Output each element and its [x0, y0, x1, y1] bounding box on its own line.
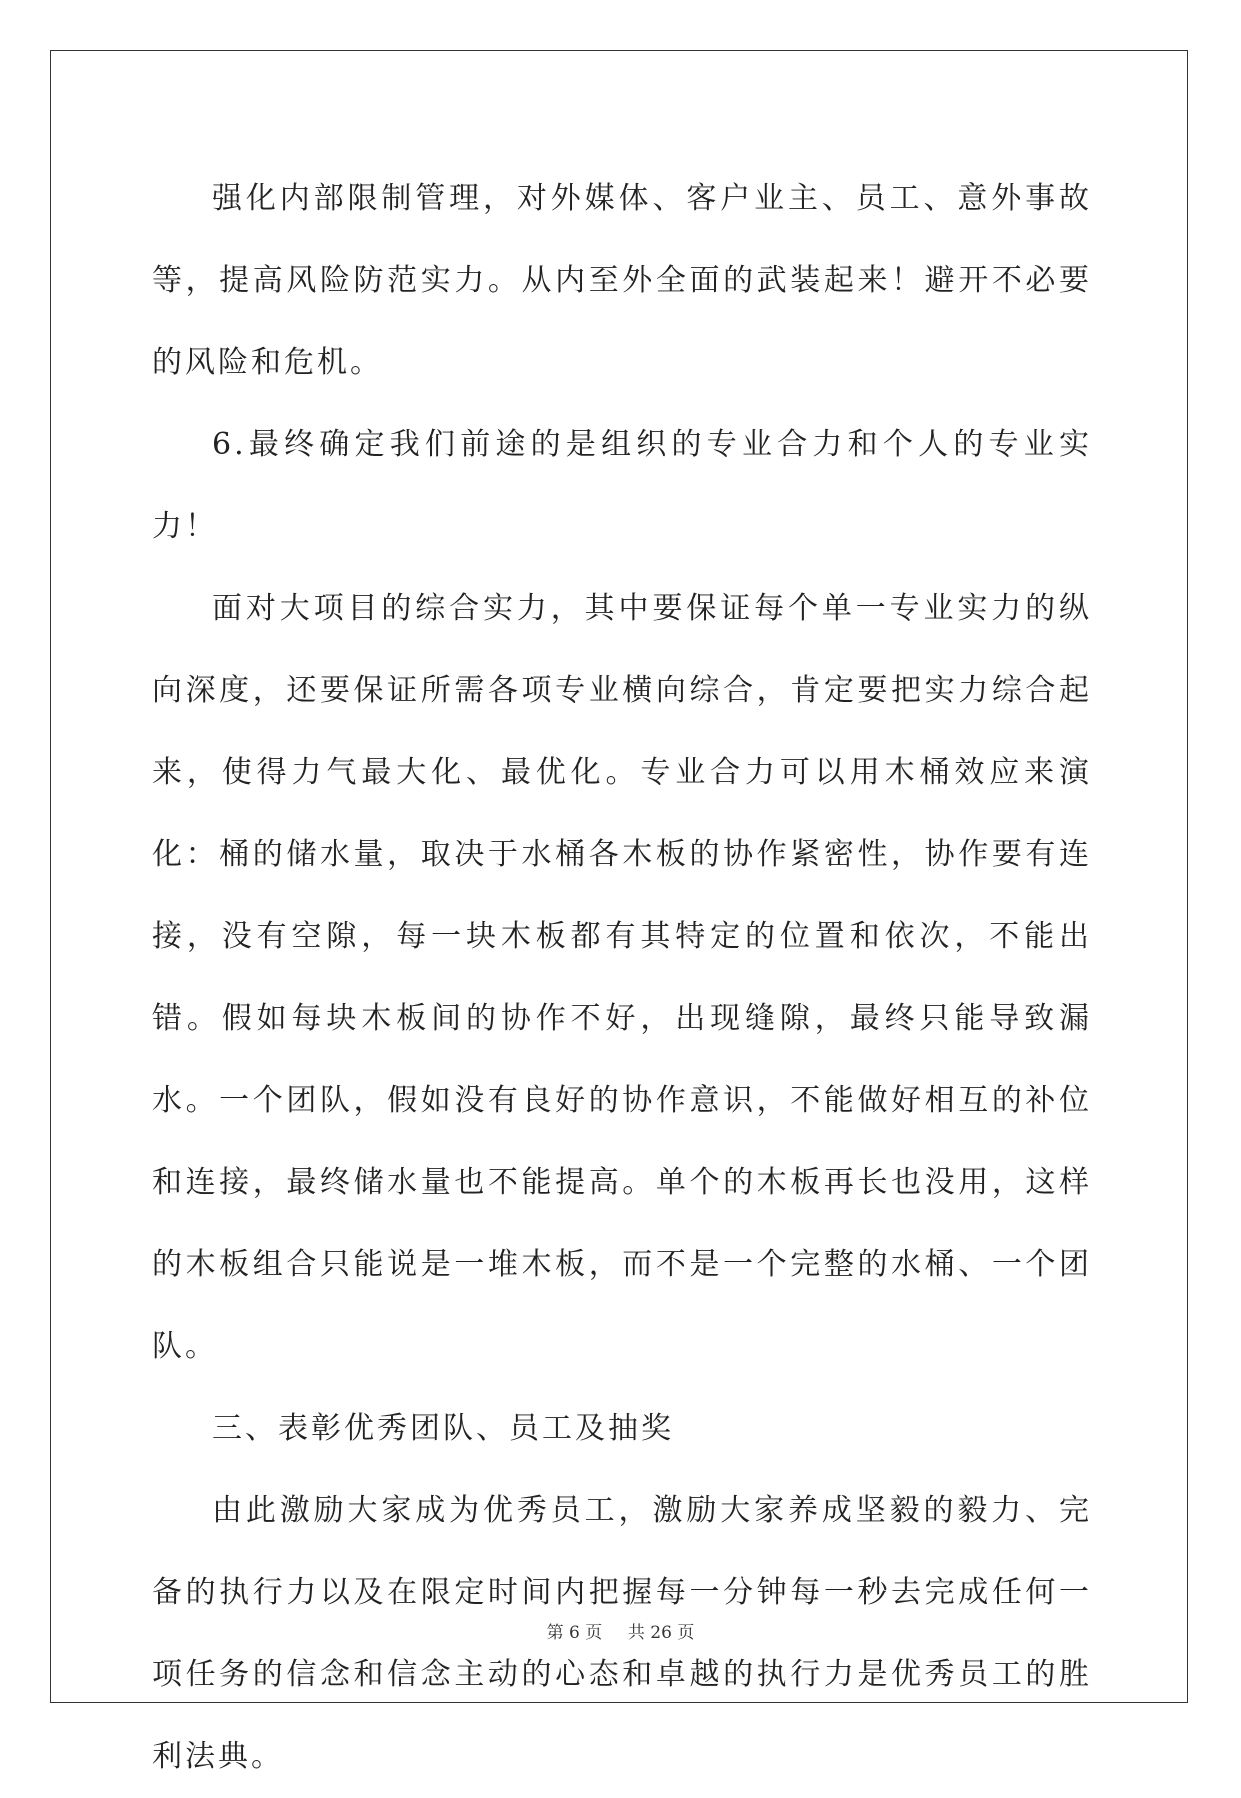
- page-number: 第 6 页: [546, 1623, 603, 1643]
- paragraph-item-6: 6.最终确定我们前途的是组织的专业合力和个人的专业实力！: [152, 427, 1092, 544]
- paragraph-motivation: 由此激励大家成为优秀员工，激励大家养成坚毅的毅力、完备的执行力以及在限定时间内把握每一分钟每一秒去完成任何一项任务的信念和信念主动的心态和卓越的执行力是优秀员工的胜利法典。: [152, 1493, 1092, 1774]
- page-total: 共 26 页: [627, 1623, 695, 1643]
- page-footer: [0, 1618, 1241, 1643]
- document-body: [152, 158, 1092, 1798]
- paragraph-bucket-effect: 面对大项目的综合实力，其中要保证每个单一专业实力的纵向深度，还要保证所需各项专业横向综合，肯定要把实力综合起来，使得力气最大化、最优化。专业合力可以用木桶效应来演化：桶的储水量，取决于水桶各木板的协作紧密性，协作要有连接，没有空隙，每一块木板都有其特定的位置和依次，不能出错。假如每块木板间的协作不好，出现缝隙，最终只能导致漏水。一个团队，假如没有良好的协作意识，不能做好相互的补位和连接，最终储水量也不能提高。单个的木板再长也没用，这样的木板组合只能说是一堆木板，而不是一个完整的水桶、一个团队。: [152, 591, 1092, 1364]
- paragraph-risk-control: 强化内部限制管理，对外媒体、客户业主、员工、意外事故等，提高风险防范实力。从内至外全面的武装起来！避开不必要的风险和危机。: [152, 181, 1092, 380]
- section-heading-awards: 三、表彰优秀团队、员工及抽奖: [212, 1411, 674, 1446]
